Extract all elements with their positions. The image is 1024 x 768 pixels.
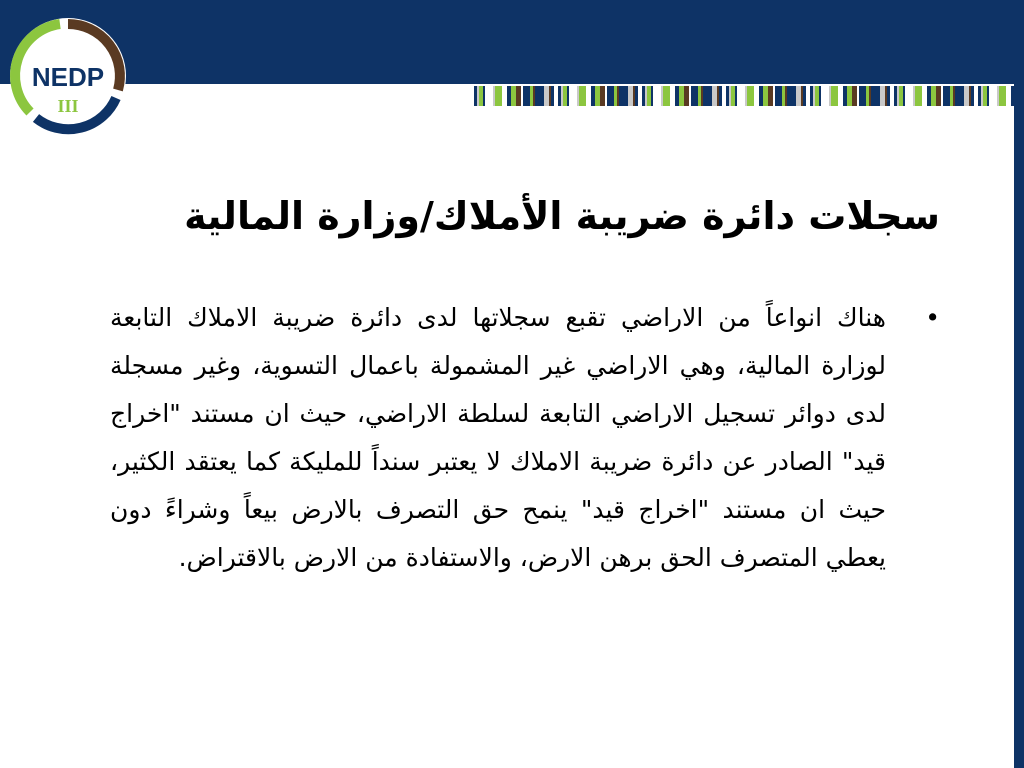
stripe: [763, 86, 765, 106]
stripe: [793, 86, 796, 106]
stripe: [857, 86, 859, 106]
stripe: [577, 86, 579, 106]
stripe: [987, 86, 989, 106]
stripe: [936, 86, 941, 106]
stripe: [498, 86, 502, 106]
stripe: [737, 86, 740, 106]
stripe: [843, 86, 847, 106]
stripe: [887, 86, 890, 106]
stripe: [625, 86, 628, 106]
stripe: [633, 86, 635, 106]
stripe: [600, 86, 605, 106]
stripe: [740, 86, 745, 106]
stripe: [773, 86, 775, 106]
stripe: [899, 86, 903, 106]
stripe: [483, 86, 485, 106]
stripe: [495, 86, 498, 106]
stripe: [707, 86, 709, 106]
stripe: [653, 86, 656, 106]
stripe: [787, 86, 791, 106]
stripe: [959, 86, 961, 106]
stripe: [1009, 86, 1011, 106]
stripe: [535, 86, 539, 106]
stripe: [530, 86, 533, 106]
stripe: [810, 86, 813, 106]
stripe: [511, 86, 513, 106]
stripe: [661, 86, 663, 106]
stripe: [821, 86, 824, 106]
stripe: [607, 86, 610, 106]
stripe: [964, 86, 969, 106]
stripe: [493, 86, 495, 106]
stripe: [778, 86, 782, 106]
stripe: [694, 86, 698, 106]
stripe: [502, 86, 505, 106]
stripe: [866, 86, 869, 106]
stripe: [516, 86, 521, 106]
stripe: [605, 86, 607, 106]
stripe: [689, 86, 691, 106]
stripe: [747, 86, 750, 106]
stripe: [719, 86, 722, 106]
stripe: [971, 86, 974, 106]
stripe: [563, 86, 567, 106]
stripe: [992, 86, 997, 106]
stripe: [617, 86, 619, 106]
stripe: [765, 86, 768, 106]
stripe: [735, 86, 737, 106]
stripe: [651, 86, 653, 106]
stripe: [885, 86, 887, 106]
stripe: [703, 86, 707, 106]
stripe: [1002, 86, 1006, 106]
nedp-logo: [6, 14, 130, 138]
stripe: [969, 86, 971, 106]
stripe: [859, 86, 862, 106]
stripe: [554, 86, 558, 106]
stripe: [862, 86, 866, 106]
stripe: [645, 86, 647, 106]
stripe: [974, 86, 978, 106]
stripe: [582, 86, 586, 106]
stripe: [569, 86, 572, 106]
stripe: [505, 86, 507, 106]
stripe: [477, 86, 479, 106]
stripe: [1006, 86, 1009, 106]
stripe: [513, 86, 516, 106]
stripe: [852, 86, 857, 106]
stripe: [791, 86, 793, 106]
stripe: [950, 86, 953, 106]
stripe: [666, 86, 670, 106]
stripe: [541, 86, 544, 106]
slide-title: سجلات دائرة ضريبة الأملاك/وزارة المالية: [184, 194, 940, 238]
header-band: [0, 0, 1024, 84]
stripe: [819, 86, 821, 106]
stripe: [943, 86, 946, 106]
stripe: [877, 86, 880, 106]
stripe: [623, 86, 625, 106]
stripe: [589, 86, 591, 106]
stripe: [533, 86, 535, 106]
stripe: [681, 86, 684, 106]
stripe: [488, 86, 493, 106]
stripe: [903, 86, 905, 106]
stripe: [847, 86, 849, 106]
stripe: [1011, 86, 1014, 106]
stripe: [691, 86, 694, 106]
stripe: [610, 86, 614, 106]
logo-text: NEDP: [31, 62, 105, 92]
stripe: [941, 86, 943, 106]
stripe: [549, 86, 551, 106]
stripe: [521, 86, 523, 106]
stripe: [673, 86, 675, 106]
stripe: [801, 86, 803, 106]
stripe: [905, 86, 908, 106]
stripe: [918, 86, 922, 106]
stripe: [953, 86, 955, 106]
stripe: [597, 86, 600, 106]
stripe: [813, 86, 815, 106]
stripe: [890, 86, 894, 106]
stripe: [978, 86, 981, 106]
stripe: [922, 86, 925, 106]
stripe: [955, 86, 959, 106]
stripe: [579, 86, 582, 106]
stripe: [946, 86, 950, 106]
stripe: [709, 86, 712, 106]
stripe: [567, 86, 569, 106]
stripe: [983, 86, 987, 106]
stripe: [999, 86, 1002, 106]
stripe: [544, 86, 549, 106]
stripe: [614, 86, 617, 106]
stripe: [927, 86, 931, 106]
stripe: [731, 86, 735, 106]
stripe: [785, 86, 787, 106]
stripe: [908, 86, 913, 106]
stripe: [539, 86, 541, 106]
stripe: [635, 86, 638, 106]
stripe: [768, 86, 773, 106]
stripe: [841, 86, 843, 106]
stripe: [849, 86, 852, 106]
stripe: [698, 86, 701, 106]
slide-body: [110, 294, 940, 582]
stripe: [913, 86, 915, 106]
stripe: [838, 86, 841, 106]
stripe: [981, 86, 983, 106]
stripe: [869, 86, 871, 106]
stripe: [775, 86, 778, 106]
stripe: [824, 86, 829, 106]
bullet-marker: •: [925, 303, 940, 332]
stripe: [745, 86, 747, 106]
stripe: [829, 86, 831, 106]
stripe: [931, 86, 933, 106]
bullet-item: [110, 294, 940, 582]
stripe: [897, 86, 899, 106]
stripe: [679, 86, 681, 106]
stripe: [782, 86, 785, 106]
stripe: [684, 86, 689, 106]
stripe: [989, 86, 992, 106]
stripe: [834, 86, 838, 106]
stripe: [754, 86, 757, 106]
logo-subtext: III: [57, 96, 79, 116]
stripe: [485, 86, 488, 106]
stripe: [997, 86, 999, 106]
stripe: [591, 86, 595, 106]
decorative-stripe-bar: [474, 86, 1014, 106]
stripe: [933, 86, 936, 106]
stripe: [722, 86, 726, 106]
stripe: [796, 86, 801, 106]
stripe: [803, 86, 806, 106]
stripe: [628, 86, 633, 106]
stripe: [561, 86, 563, 106]
stripe: [656, 86, 661, 106]
stripe: [526, 86, 530, 106]
stripe: [894, 86, 897, 106]
stripe: [875, 86, 877, 106]
stripe: [880, 86, 885, 106]
stripe: [551, 86, 554, 106]
stripe: [729, 86, 731, 106]
stripe: [479, 86, 483, 106]
stripe: [717, 86, 719, 106]
stripe: [757, 86, 759, 106]
stripe: [961, 86, 964, 106]
stripe: [523, 86, 526, 106]
stripe: [915, 86, 918, 106]
stripe: [815, 86, 819, 106]
stripe: [586, 86, 589, 106]
stripe: [831, 86, 834, 106]
stripe: [712, 86, 717, 106]
stripe: [647, 86, 651, 106]
stripe: [595, 86, 597, 106]
stripe: [750, 86, 754, 106]
stripe: [726, 86, 729, 106]
stripe: [619, 86, 623, 106]
stripe: [638, 86, 642, 106]
stripe: [670, 86, 673, 106]
stripe: [642, 86, 645, 106]
stripe: [507, 86, 511, 106]
stripe: [474, 86, 477, 106]
stripe: [759, 86, 763, 106]
right-edge-strip: [1014, 84, 1024, 768]
stripe: [572, 86, 577, 106]
stripe: [663, 86, 666, 106]
stripe: [871, 86, 875, 106]
stripe: [925, 86, 927, 106]
stripe: [806, 86, 810, 106]
bullet-text: هناك انواعاً من الاراضي تقبع سجلاتها لدى دائرة ضريبة الاملاك التابعة لوزارة المالية، وهي الاراضي غير المشمولة باعمال التسوية، وغير مسجلة لدى دوائر تسجيل الاراضي التابعة لسلطة الاراضي، حيث ان مستند "اخراج قيد" الصادر عن دائرة ضريبة الاملاك لا يعتبر سنداً للمليكة كما يعتقد الكثير، حيث ان مستند "اخراج قيد" ينمح حق التصرف بالارض بيعاً وشراءً دون يعطي المتصرف الحق برهن الارض، والاستفادة من الارض بالاقتراض.: [110, 303, 886, 572]
stripe: [701, 86, 703, 106]
stripe: [675, 86, 679, 106]
stripe: [558, 86, 561, 106]
